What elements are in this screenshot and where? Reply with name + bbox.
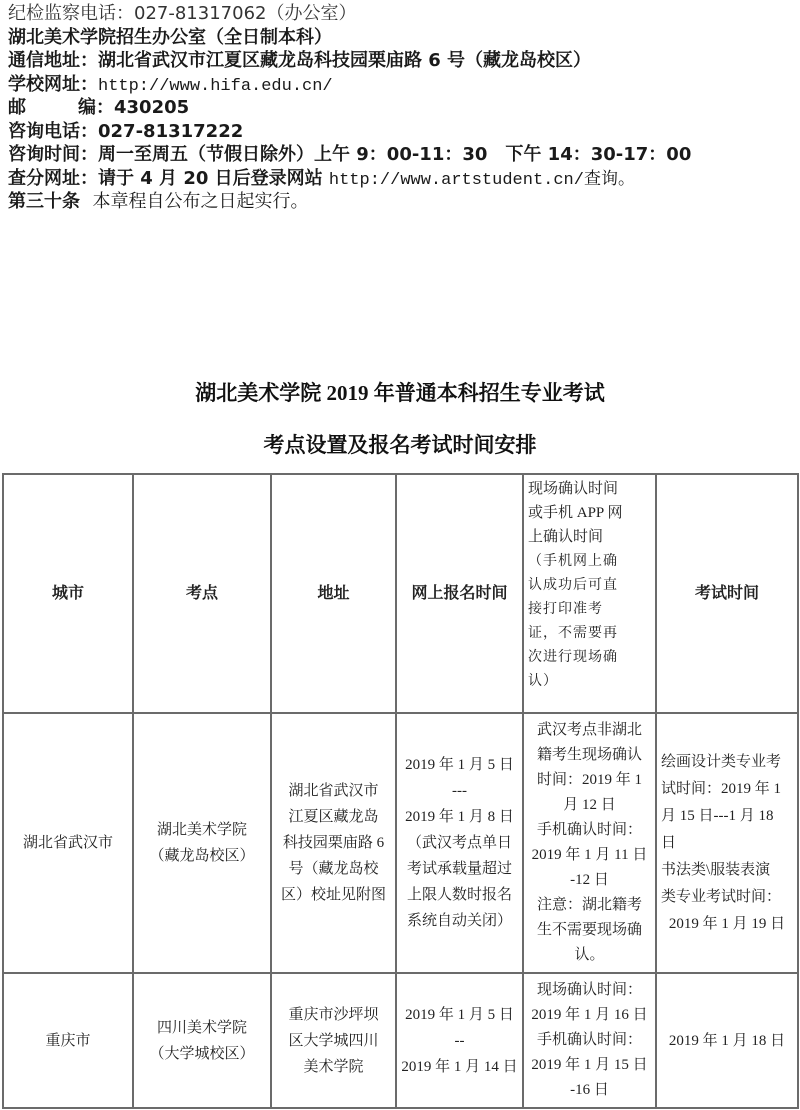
address-label: 通信地址： bbox=[8, 50, 98, 71]
cell-confirm-time: 武汉考点非湖北 籍考生现场确认 时间：2019 年 1 月 12 日 手机确认时间： 2019 年 1 月 11 日 -12 日 注意：湖北籍考 生不需要现场确 认。 bbox=[523, 713, 656, 973]
cell-site: 湖北美术学院 （藏龙岛校区） bbox=[133, 713, 271, 973]
website-label: 学校网址： bbox=[8, 73, 98, 95]
cell-confirm-time: 现场确认时间： 2019 年 1 月 16 日 手机确认时间： 2019 年 1 月 15 日 -16 日 bbox=[523, 973, 656, 1108]
score-label: 查分网址： bbox=[8, 167, 98, 189]
exam-schedule-table bbox=[2, 473, 799, 1109]
postcode-label-2: 编： bbox=[78, 97, 114, 118]
consult-time-line bbox=[8, 143, 798, 167]
address-value: 湖北省武汉市江夏区藏龙岛科技园栗庙路 6 号（藏龙岛校区） bbox=[98, 50, 592, 71]
cell-city: 湖北省武汉市 bbox=[3, 713, 133, 973]
header-exam-time: 考试时间 bbox=[656, 474, 798, 713]
table-row bbox=[3, 713, 798, 973]
cell-address: 重庆市沙坪坝 区大学城四川 美术学院 bbox=[271, 973, 396, 1108]
cell-city: 重庆市 bbox=[3, 973, 133, 1108]
consult-phone-value: 027-81317222 bbox=[98, 120, 244, 142]
cell-online-reg: 2019 年 1 月 5 日 -- 2019 年 1 月 14 日 bbox=[396, 973, 523, 1108]
header-confirm-time: 现场确认时间 或手机 APP 网 上确认时间 （手机网上确 认成功后可直 接打印准考 证，不需要再 次进行现场确 认） bbox=[523, 474, 656, 713]
header-online-reg: 网上报名时间 bbox=[396, 474, 523, 713]
cell-site: 四川美术学院 （大学城校区） bbox=[133, 973, 271, 1108]
cell-address: 湖北省武汉市 江夏区藏龙岛 科技园栗庙路 6 号（藏龙岛校 区）校址见附图 bbox=[271, 713, 396, 973]
header-city: 城市 bbox=[3, 474, 133, 713]
title-line-2: 考点设置及报名考试时间安排 bbox=[263, 433, 537, 457]
table-row bbox=[3, 973, 798, 1108]
cell-exam-time: 2019 年 1 月 18 日 bbox=[656, 973, 798, 1108]
schedule-title bbox=[0, 378, 800, 460]
score-query-line bbox=[8, 167, 798, 191]
consult-time-value: 周一至周五（节假日除外）上午 9：00-11：30 下午 14：30-17：00 bbox=[98, 144, 692, 165]
table-header-row bbox=[3, 474, 798, 713]
consult-phone-line bbox=[8, 120, 798, 144]
header-site: 考点 bbox=[133, 474, 271, 713]
postcode-label-1: 邮 bbox=[8, 97, 26, 118]
postcode-line bbox=[8, 96, 798, 120]
cell-online-reg: 2019 年 1 月 5 日 --- 2019 年 1 月 8 日 （武汉考点单日 考试承载量超过 上限人数时报名 系统自动关闭） bbox=[396, 713, 523, 973]
cell-exam-time: 绘画设计类专业考 试时间：2019 年 1 月 15 日---1 月 18 日 书法类\服装表演 类专业考试时间： 2019 年 1 月 19 日 bbox=[656, 713, 798, 973]
header-address: 地址 bbox=[271, 474, 396, 713]
website-line bbox=[8, 73, 798, 97]
postcode-value: 430205 bbox=[114, 97, 190, 118]
score-value-prefix: 请于 4 月 20 日后登录网站 bbox=[98, 167, 329, 189]
address-line bbox=[8, 49, 798, 73]
website-link[interactable]: http://www.hifa.edu.cn/ bbox=[98, 76, 333, 96]
article-text: 本章程自公布之日起实行。 bbox=[92, 191, 309, 212]
consult-time-label: 咨询时间： bbox=[8, 144, 98, 165]
consult-phone-label: 咨询电话： bbox=[8, 120, 98, 142]
title-line-1: 湖北美术学院 2019 年普通本科招生专业考试 bbox=[195, 381, 605, 405]
office-name: 湖北美术学院招生办公室（全日制本科） bbox=[8, 26, 332, 48]
discipline-phone: 纪检监察电话：027-81317062（办公室） bbox=[8, 3, 357, 24]
contact-info bbox=[8, 2, 798, 214]
score-url-link[interactable]: http://www.artstudent.cn/查询。 bbox=[328, 170, 635, 190]
article-line bbox=[8, 190, 798, 214]
article-label: 第三十条 bbox=[8, 191, 80, 212]
